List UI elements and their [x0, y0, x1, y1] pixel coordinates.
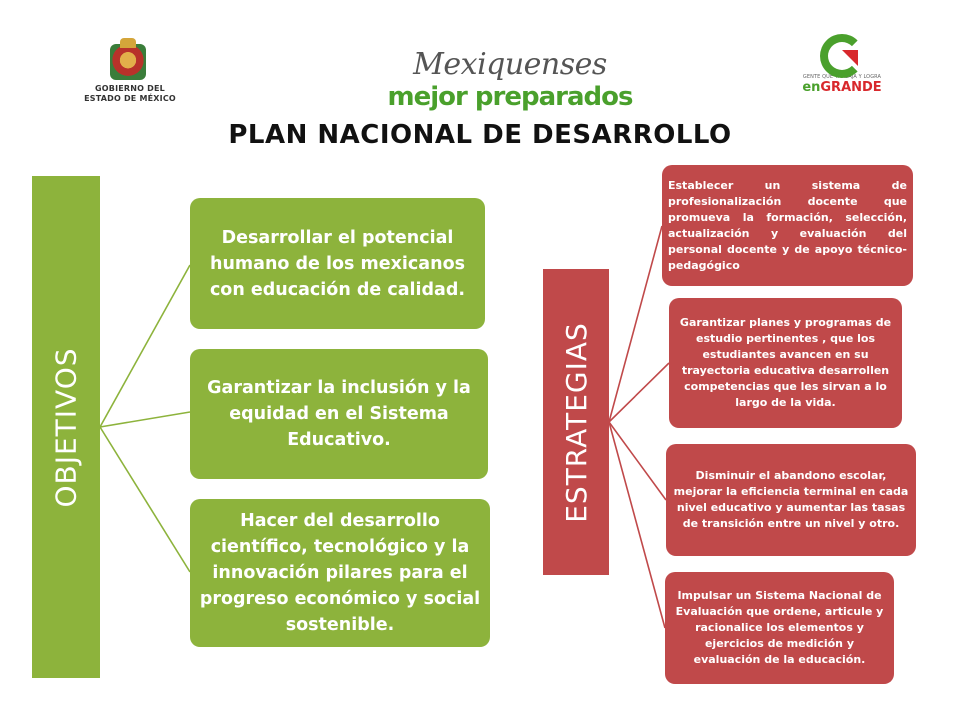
connector-estrategia-1	[609, 226, 662, 422]
objetivo-box-3	[190, 499, 490, 647]
estrategia-box-1	[662, 165, 913, 286]
objetivos-label: OBJETIVOS	[49, 346, 83, 508]
estrategia-box-4	[665, 572, 894, 684]
estrategias-label: ESTRATEGIAS	[559, 321, 593, 523]
mexiquenses-mejor-preparados-logo	[380, 48, 640, 120]
gobierno-logo-text: GOBIERNO DEL ESTADO DE MÉXICO	[84, 84, 176, 103]
estrategia-box-2	[669, 298, 902, 428]
logo-mejor-preparados-text: mejor preparados	[387, 82, 633, 112]
logo-en-grande-text: enGRANDE	[802, 80, 882, 95]
objetivo-box-1	[190, 198, 485, 329]
estrategias-connectors	[609, 226, 669, 628]
connector-objetivo-2	[100, 412, 190, 427]
gobierno-estado-mexico-logo	[80, 44, 180, 108]
estrategia-text-3: Disminuir el abandono escolar, mejorar la eficiencia terminal en cada nivel educativo y aumentar las tasas de transición entre un nivel y otro.	[673, 469, 909, 530]
connector-estrategia-4	[609, 422, 665, 628]
objetivos-connectors	[100, 265, 190, 572]
g-letter-icon	[820, 34, 864, 74]
state-seal-icon	[110, 44, 146, 80]
objetivo-text-1: Desarrollar el potencial humano de los mexicanos con educación de calidad.	[209, 227, 466, 300]
connector-objetivo-3	[100, 427, 190, 572]
estrategias-label-bar	[543, 269, 609, 575]
en-grande-logo	[800, 34, 884, 104]
logo-tagline: GENTE QUE TRABAJA Y LOGRA	[802, 74, 882, 80]
objetivo-text-3: Hacer del desarrollo científico, tecnológico y la innovación pilares para el progreso económico y social sostenible.	[199, 511, 481, 635]
connector-estrategia-2	[609, 363, 669, 422]
objetivo-text-2: Garantizar la inclusión y la equidad en el Sistema Educativo.	[207, 378, 471, 450]
estrategia-text-2: Garantizar planes y programas de estudio pertinentes , que los estudiantes avancen en su trayectoria educativa desarrollen competencias que les sirvan a lo largo de la vida.	[679, 316, 892, 409]
logo-mexiquenses-text: Mexiquenses	[413, 47, 607, 82]
estrategia-text-1: Establecer un sistema de profesionalización docente que promueva la formación, selección, actualización y evaluación del personal docente y de apoyo técnico-pedagógico	[668, 178, 907, 272]
connector-objetivo-1	[100, 265, 190, 427]
page-title: PLAN NACIONAL DE DESARROLLO	[228, 120, 732, 150]
estrategia-box-3	[666, 444, 916, 556]
objetivo-box-2	[190, 349, 488, 479]
objetivos-label-bar	[32, 176, 100, 678]
estrategia-text-4: Impulsar un Sistema Nacional de Evaluación que ordene, articule y racionalice los elementos y ejercicios de medición y evaluación de la educación.	[675, 589, 884, 666]
connector-estrategia-3	[609, 422, 666, 500]
